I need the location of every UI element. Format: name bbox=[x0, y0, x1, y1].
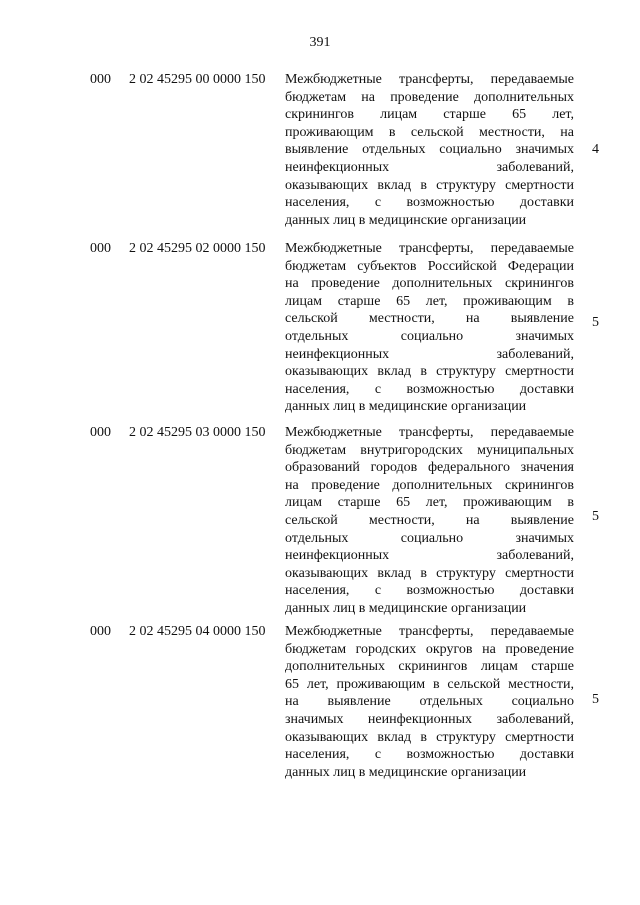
description-line: населения, с возможностью доставки bbox=[285, 195, 574, 211]
description-line: данных лиц в медицинские организации bbox=[285, 399, 527, 415]
description-line: на проведение дополнительных скринингов bbox=[285, 276, 574, 292]
description-line: данных лиц в медицинские организации bbox=[285, 764, 527, 780]
description-line: Межбюджетные трансферты, передаваемые bbox=[285, 624, 574, 639]
amount-value: 5 bbox=[592, 315, 599, 330]
description-line: населения, с возможностью доставки bbox=[285, 583, 574, 599]
entry-description bbox=[285, 424, 574, 618]
description-line: 65 лет, проживающим в сельской местности, bbox=[285, 676, 574, 692]
budget-classification-code: 2 02 45295 04 0000 150 bbox=[129, 624, 266, 639]
description-line: скринингов лицам старше 65 лет, bbox=[285, 107, 574, 123]
budget-classification-code: 2 02 45295 02 0000 150 bbox=[129, 241, 266, 256]
description-line: оказывающих вклад в структуру смертности bbox=[285, 177, 574, 193]
description-line: оказывающих вклад в структуру смертности bbox=[285, 729, 574, 745]
description-line: населения, с возможностью доставки bbox=[285, 747, 574, 763]
admin-code: 000 bbox=[90, 624, 111, 639]
budget-classification-code: 2 02 45295 03 0000 150 bbox=[129, 425, 266, 440]
description-line: неинфекционных заболеваний, bbox=[285, 159, 574, 175]
description-line: лицам старше 65 лет, проживающим в bbox=[285, 495, 574, 511]
admin-code: 000 bbox=[90, 72, 111, 87]
description-line: бюджетам городских округов на проведение bbox=[285, 641, 574, 657]
description-line: отдельных социально значимых bbox=[285, 328, 574, 344]
description-line: Межбюджетные трансферты, передаваемые bbox=[285, 241, 574, 256]
description-line: сельской местности, на выявление bbox=[285, 512, 574, 528]
description-line: данных лиц в медицинские организации bbox=[285, 212, 527, 228]
description-line: значимых неинфекционных заболеваний, bbox=[285, 711, 574, 727]
description-line: проживающим в сельской местности, на bbox=[285, 124, 574, 140]
description-line: отдельных социально значимых bbox=[285, 530, 574, 546]
admin-code: 000 bbox=[90, 425, 111, 440]
amount-value: 5 bbox=[592, 509, 599, 524]
entry-description bbox=[285, 240, 574, 416]
description-line: лицам старше 65 лет, проживающим в bbox=[285, 293, 574, 309]
entry-description bbox=[285, 623, 574, 781]
description-line: сельской местности, на выявление bbox=[285, 311, 574, 327]
description-line: данных лиц в медицинские организации bbox=[285, 600, 527, 616]
description-line: неинфекционных заболеваний, bbox=[285, 346, 574, 362]
description-line: неинфекционных заболеваний, bbox=[285, 548, 574, 564]
admin-code: 000 bbox=[90, 241, 111, 256]
page-number: 391 bbox=[309, 35, 331, 50]
description-line: бюджетам на проведение дополнительных bbox=[285, 89, 574, 105]
description-line: образований городов федерального значения bbox=[285, 460, 574, 476]
amount-value: 4 bbox=[592, 142, 599, 157]
description-line: населения, с возможностью доставки bbox=[285, 381, 574, 397]
description-line: оказывающих вклад в структуру смертности bbox=[285, 364, 574, 380]
description-line: Межбюджетные трансферты, передаваемые bbox=[285, 72, 574, 87]
description-line: на проведение дополнительных скринингов bbox=[285, 477, 574, 493]
budget-classification-code: 2 02 45295 00 0000 150 bbox=[129, 72, 266, 87]
description-line: оказывающих вклад в структуру смертности bbox=[285, 565, 574, 581]
description-line: дополнительных скринингов лицам старше bbox=[285, 659, 574, 675]
description-line: на выявление отдельных социально bbox=[285, 694, 574, 710]
description-line: выявление отдельных социально значимых bbox=[285, 142, 574, 158]
description-line: бюджетам субъектов Российской Федерации bbox=[285, 258, 574, 274]
description-line: Межбюджетные трансферты, передаваемые bbox=[285, 425, 574, 440]
amount-value: 5 bbox=[592, 692, 599, 707]
entry-description bbox=[285, 71, 574, 229]
description-line: бюджетам внутригородских муниципальных bbox=[285, 442, 574, 458]
